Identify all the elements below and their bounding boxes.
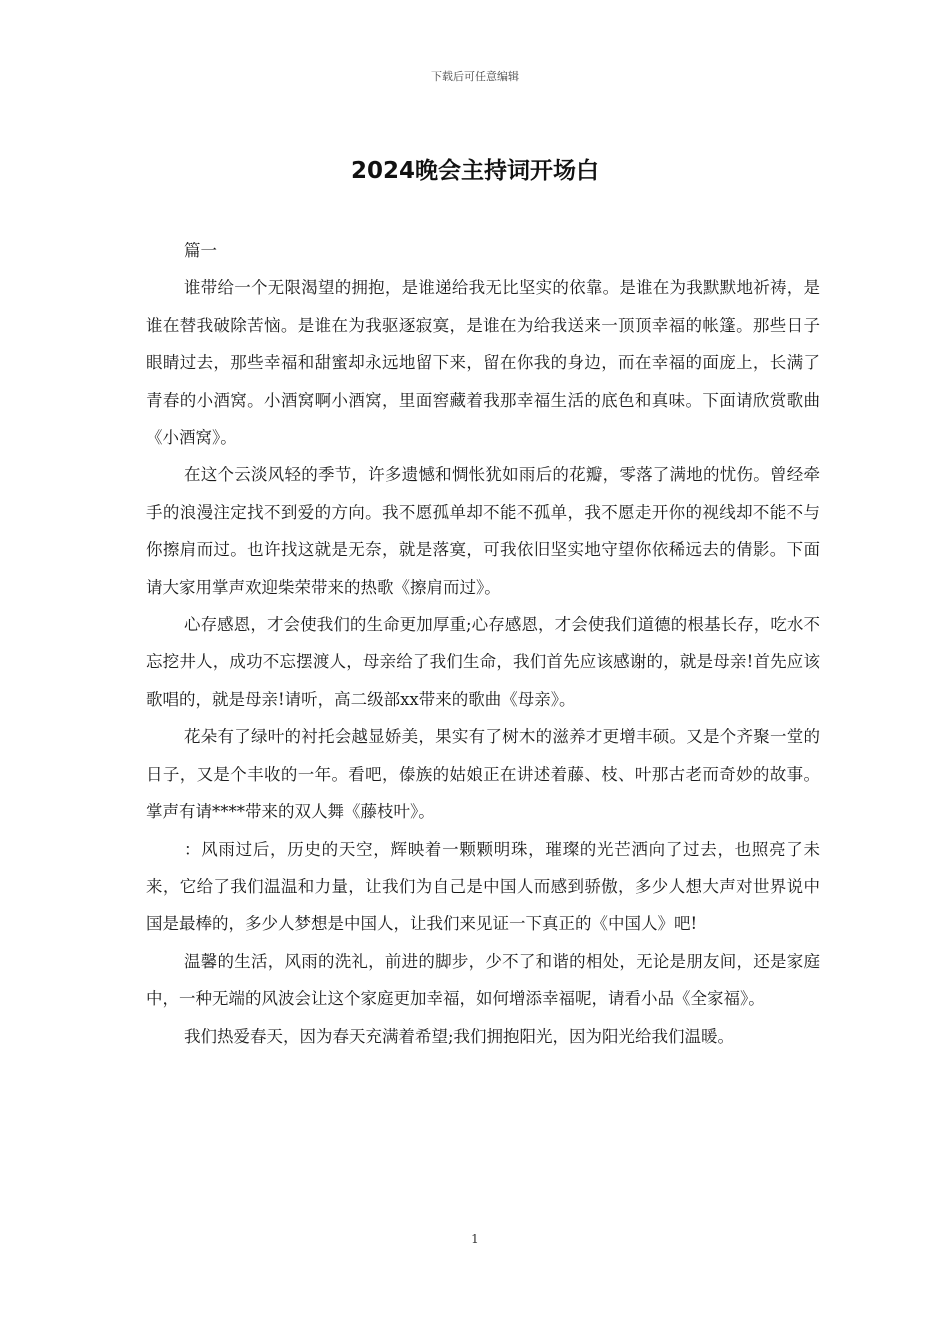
paragraph-2: 在这个云淡风轻的季节，许多遗憾和惆怅犹如雨后的花瓣，零落了满地的忧伤。曾经牵手的浪漫注定找不到爱的方向。我不愿孤单却不能不孤单，我不愿走开你的视线却不能不与你擦肩而过。也许找这就是无奈，就是落寞，可我依旧坚实地守望你依稀远去的倩影。下面请大家用掌声欢迎柴荣带来的热歌《擦肩而过》。 (146, 465, 820, 597)
paragraph-7: 我们热爱春天，因为春天充满着希望;我们拥抱阳光，因为阳光给我们温暖。 (184, 1026, 735, 1046)
document-body (146, 232, 820, 1055)
paragraph-5: ：风雨过后，历史的天空，辉映着一颗颗明珠，璀璨的光芒洒向了过去，也照亮了未来，它给了我们温温和力量，让我们为自己是中国人而感到骄傲，多少人想大声对世界说中国是最棒的，多少人梦想是中国人，让我们来见证一下真正的《中国人》吧! (146, 839, 820, 934)
paragraph-3: 心存感恩，才会使我们的生命更加厚重;心存感恩，才会使我们道德的根基长存，吃水不忘挖井人，成功不忘摆渡人，母亲给了我们生命，我们首先应该感谢的，就是母亲!首先应该歌唱的，就是母亲!请听，高二级部xx带来的歌曲《母亲》。 (146, 615, 820, 709)
paragraph-1: 谁带给一个无限渴望的拥抱，是谁递给我无比坚实的依靠。是谁在为我默默地祈祷，是谁在替我破除苦恼。是谁在为我驱逐寂寞，是谁在为给我送来一顶顶幸福的帐篷。那些日子眼睛过去，那些幸福和甜蜜却永远地留下来，留在你我的身边，而在幸福的面庞上，长满了青春的小酒窝。小酒窝啊小酒窝，里面窖藏着我那幸福生活的底色和真味。下面请欣赏歌曲《小酒窝》。 (146, 278, 820, 448)
paragraph-4: 花朵有了绿叶的衬托会越显娇美，果实有了树木的滋养才更增丰硕。又是个齐聚一堂的日子，又是个丰收的一年。看吧，傣族的姑娘正在讲述着藤、枝、叶那古老而奇妙的故事。掌声有请****带来的双人舞《藤枝叶》。 (146, 727, 820, 822)
section-label: 篇一 (184, 241, 217, 260)
header-note: 下载后可任意编辑 (431, 70, 519, 83)
paragraph-6: 温馨的生活，风雨的洗礼，前进的脚步，少不了和谐的相处，无论是朋友间，还是家庭中，一种无端的风波会让这个家庭更加幸福，如何增添幸福呢，请看小品《全家福》。 (146, 951, 820, 1009)
page-number: 1 (471, 1232, 479, 1246)
page-title: 2024晚会主持词开场白 (350, 158, 599, 184)
